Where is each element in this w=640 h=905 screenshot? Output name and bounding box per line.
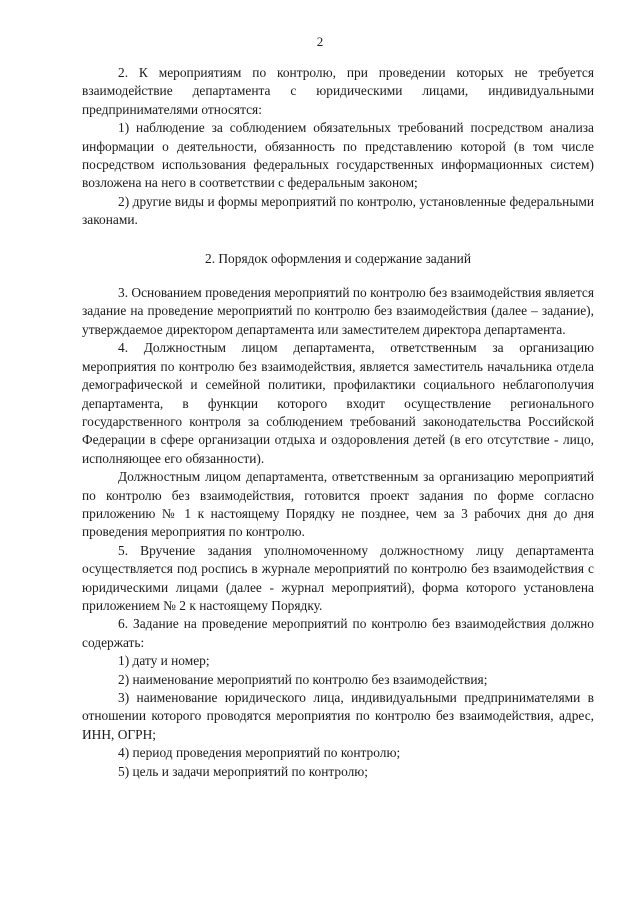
paragraph-4: 4. Должностным лицом департамента, ответственным за организацию мероприятия по контролю без взаимодействия, является заместитель начальника отдела демографической и семейной политики, профилактики социального неблагополучия департамента, в функции которого входит осуществление регионального государственного контроля за соблюдением требований законодательства Российской Федерации в сфере организации отдыха и оздоровления детей (в его отсутствие - лицо, исполняющее его обязанности). <box>82 340 594 466</box>
paragraph-2-item-1: 1) наблюдение за соблюдением обязательных требований посредством анализа информации о деятельности, обязанность по представлению которой (в том числе посредством использования федеральных государственных информационных систем) возложена на него в соответствии с федеральным законом; <box>82 120 594 191</box>
paragraph-6-item-4: 4) период проведения мероприятий по контролю; <box>118 745 401 761</box>
paragraph-3: 3. Основанием проведения мероприятий по контролю без взаимодействия является задание на проведение мероприятий по контролю без взаимодействия (далее – задание), утверждаемое директором департамента или заместителем директора департамента. <box>82 285 594 337</box>
page-number: 2 <box>316 34 324 49</box>
paragraph-6-item-3: 3) наименование юридического лица, индивидуальными предпринимателями в отношении которого проводятся мероприятия по контролю без взаимодействия, адрес, ИНН, ОГРН; <box>82 690 594 742</box>
paragraph-6-item-5: 5) цель и задачи мероприятий по контролю; <box>118 763 369 779</box>
document-body <box>82 64 594 781</box>
paragraph-4-continued: Должностным лицом департамента, ответственным за организацию мероприятий по контролю без взаимодействия, готовится проект задания по форме согласно приложению № 1 к настоящему Порядку не позднее, чем за 3 рабочих дня до дня проведения мероприятия по контролю. <box>82 469 594 540</box>
section-heading: 2. Порядок оформления и содержание заданий <box>205 250 471 266</box>
paragraph-6-item-1: 1) дату и номер; <box>118 653 210 669</box>
paragraph-6: 6. Задание на проведение мероприятий по контролю без взаимодействия должно содержать: <box>82 616 594 650</box>
paragraph-6-item-2: 2) наименование мероприятий по контролю без взаимодействия; <box>118 671 488 687</box>
paragraph-5: 5. Вручение задания уполномоченному должностному лицу департамента осуществляется под роспись в журнале мероприятий по контролю без взаимодействия с юридическими лицами (далее - журнал мероприятий), форма которого установлена приложением № 2 к настоящему Порядку. <box>82 542 594 613</box>
paragraph-2: 2. К мероприятиям по контролю, при проведении которых не требуется взаимодействие департамента с юридическими лицами, индивидуальными предпринимателями относятся: <box>82 65 594 117</box>
paragraph-2-item-2: 2) другие виды и формы мероприятий по контролю, установленные федеральными законами. <box>82 193 594 228</box>
